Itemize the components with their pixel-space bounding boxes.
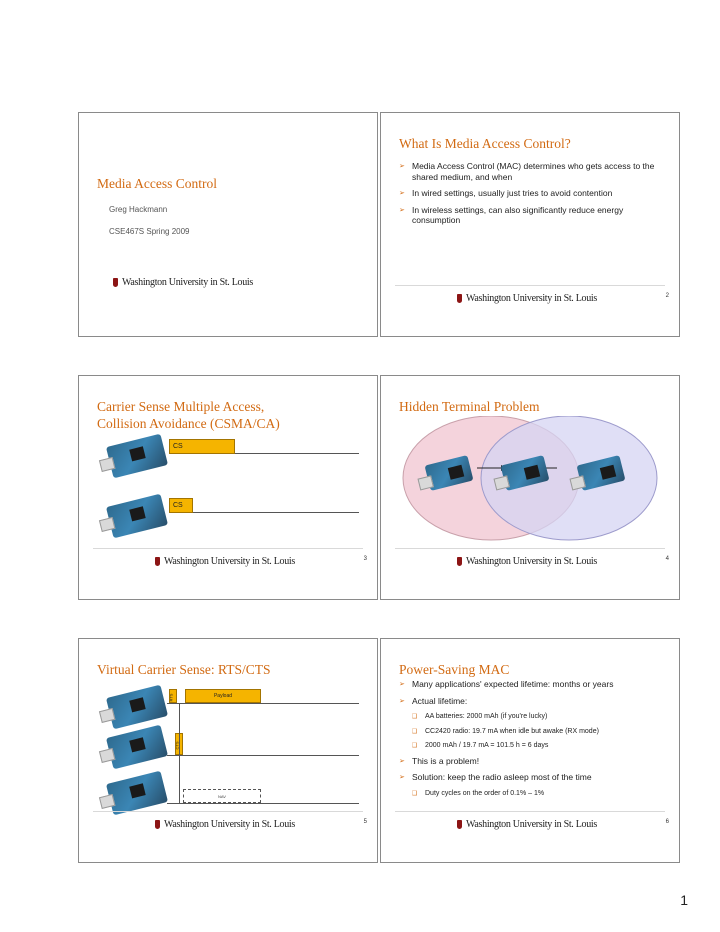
nav-block: NAV <box>183 789 261 803</box>
slide-title: Power-Saving MAC <box>399 662 510 677</box>
shield-icon <box>155 820 160 829</box>
slide-3 <box>78 375 378 600</box>
university-logo: Washington University in St. Louis <box>155 817 295 831</box>
university-logo: Washington University in St. Louis <box>457 817 597 831</box>
shield-icon <box>457 820 462 829</box>
bullet-list <box>399 679 661 803</box>
rts-label: RTS <box>168 693 174 702</box>
slide-title: Virtual Carrier Sense: RTS/CTS <box>97 662 271 677</box>
cs-label: CS <box>173 502 183 509</box>
slide-title: Carrier Sense Multiple Access, Collision Avoidance (CSMA/CA) <box>97 399 280 431</box>
timeline <box>167 755 359 756</box>
sub-bullet: ❑ CC2420 radio: 19.7 mA when idle but awake (RX mode) <box>399 727 661 738</box>
slide-6 <box>380 638 680 863</box>
sub-bullet: ❑ AA batteries: 2000 mAh (if you're lucky) <box>399 712 661 723</box>
handout-page-number: 1 <box>680 892 688 908</box>
slide-4 <box>380 375 680 600</box>
bullet: ➢ In wireless settings, can also significantly reduce energy consumption <box>399 205 661 226</box>
shield-icon <box>457 294 462 303</box>
shield-icon <box>155 557 160 566</box>
slide-title: What Is Media Access Control? <box>399 136 571 151</box>
bullet-list <box>399 161 661 232</box>
sensor-board-image <box>106 725 168 770</box>
bullet: ➢ In wired settings, usually just tries to avoid contention <box>399 188 661 199</box>
author: Greg Hackmann <box>109 205 168 214</box>
slide-number: 6 <box>665 819 669 825</box>
sensor-board-image <box>106 494 168 539</box>
slide-title: Media Access Control <box>97 176 217 191</box>
carrier-sense-block <box>169 498 193 513</box>
slide-number: 2 <box>665 293 669 299</box>
slide-1 <box>78 112 378 337</box>
rts-block <box>169 689 177 703</box>
sub-bullet: ❑ 2000 mAh / 19.7 mA = 101.5 h = 6 days <box>399 741 661 752</box>
bullet: ➢ Actual lifetime: <box>399 696 661 707</box>
timeline <box>167 703 359 704</box>
sensor-board-image <box>106 434 168 479</box>
sensor-board-image <box>106 771 168 816</box>
bullet: ➢ This is a problem! <box>399 756 661 767</box>
university-logo: Washington University in St. Louis <box>113 275 253 289</box>
bullet: ➢ Solution: keep the radio asleep most of the time <box>399 772 661 783</box>
footer-divider <box>395 285 665 286</box>
shield-icon <box>457 557 462 566</box>
timeline <box>169 512 359 513</box>
university-logo: Washington University in St. Louis <box>155 554 295 568</box>
slide-5 <box>78 638 378 863</box>
cts-label: CTS <box>174 741 180 750</box>
course: CSE467S Spring 2009 <box>109 227 190 236</box>
sub-bullet: ❑ Duty cycles on the order of 0.1% – 1% <box>399 789 661 800</box>
slide-number: 3 <box>363 556 367 562</box>
slide-number: 4 <box>665 556 669 562</box>
slide-title: Hidden Terminal Problem <box>399 399 540 414</box>
cts-arrow-icon <box>179 703 180 803</box>
cs-label: CS <box>173 443 183 450</box>
footer-divider <box>395 548 665 549</box>
slide-number: 5 <box>363 819 367 825</box>
payload-block: Payload <box>185 689 261 703</box>
bullet: ➢ Media Access Control (MAC) determines who gets access to the shared medium, and when <box>399 161 661 182</box>
shield-icon <box>113 278 118 287</box>
footer-divider <box>93 548 363 549</box>
footer-divider <box>93 811 363 812</box>
university-logo: Washington University in St. Louis <box>457 291 597 305</box>
university-logo: Washington University in St. Louis <box>457 554 597 568</box>
transmission-block <box>169 439 235 454</box>
footer-divider <box>395 811 665 812</box>
sensor-board-image <box>106 685 168 730</box>
timeline <box>167 803 359 804</box>
slide-2 <box>380 112 680 337</box>
bullet: ➢ Many applications' expected lifetime: months or years <box>399 679 661 690</box>
